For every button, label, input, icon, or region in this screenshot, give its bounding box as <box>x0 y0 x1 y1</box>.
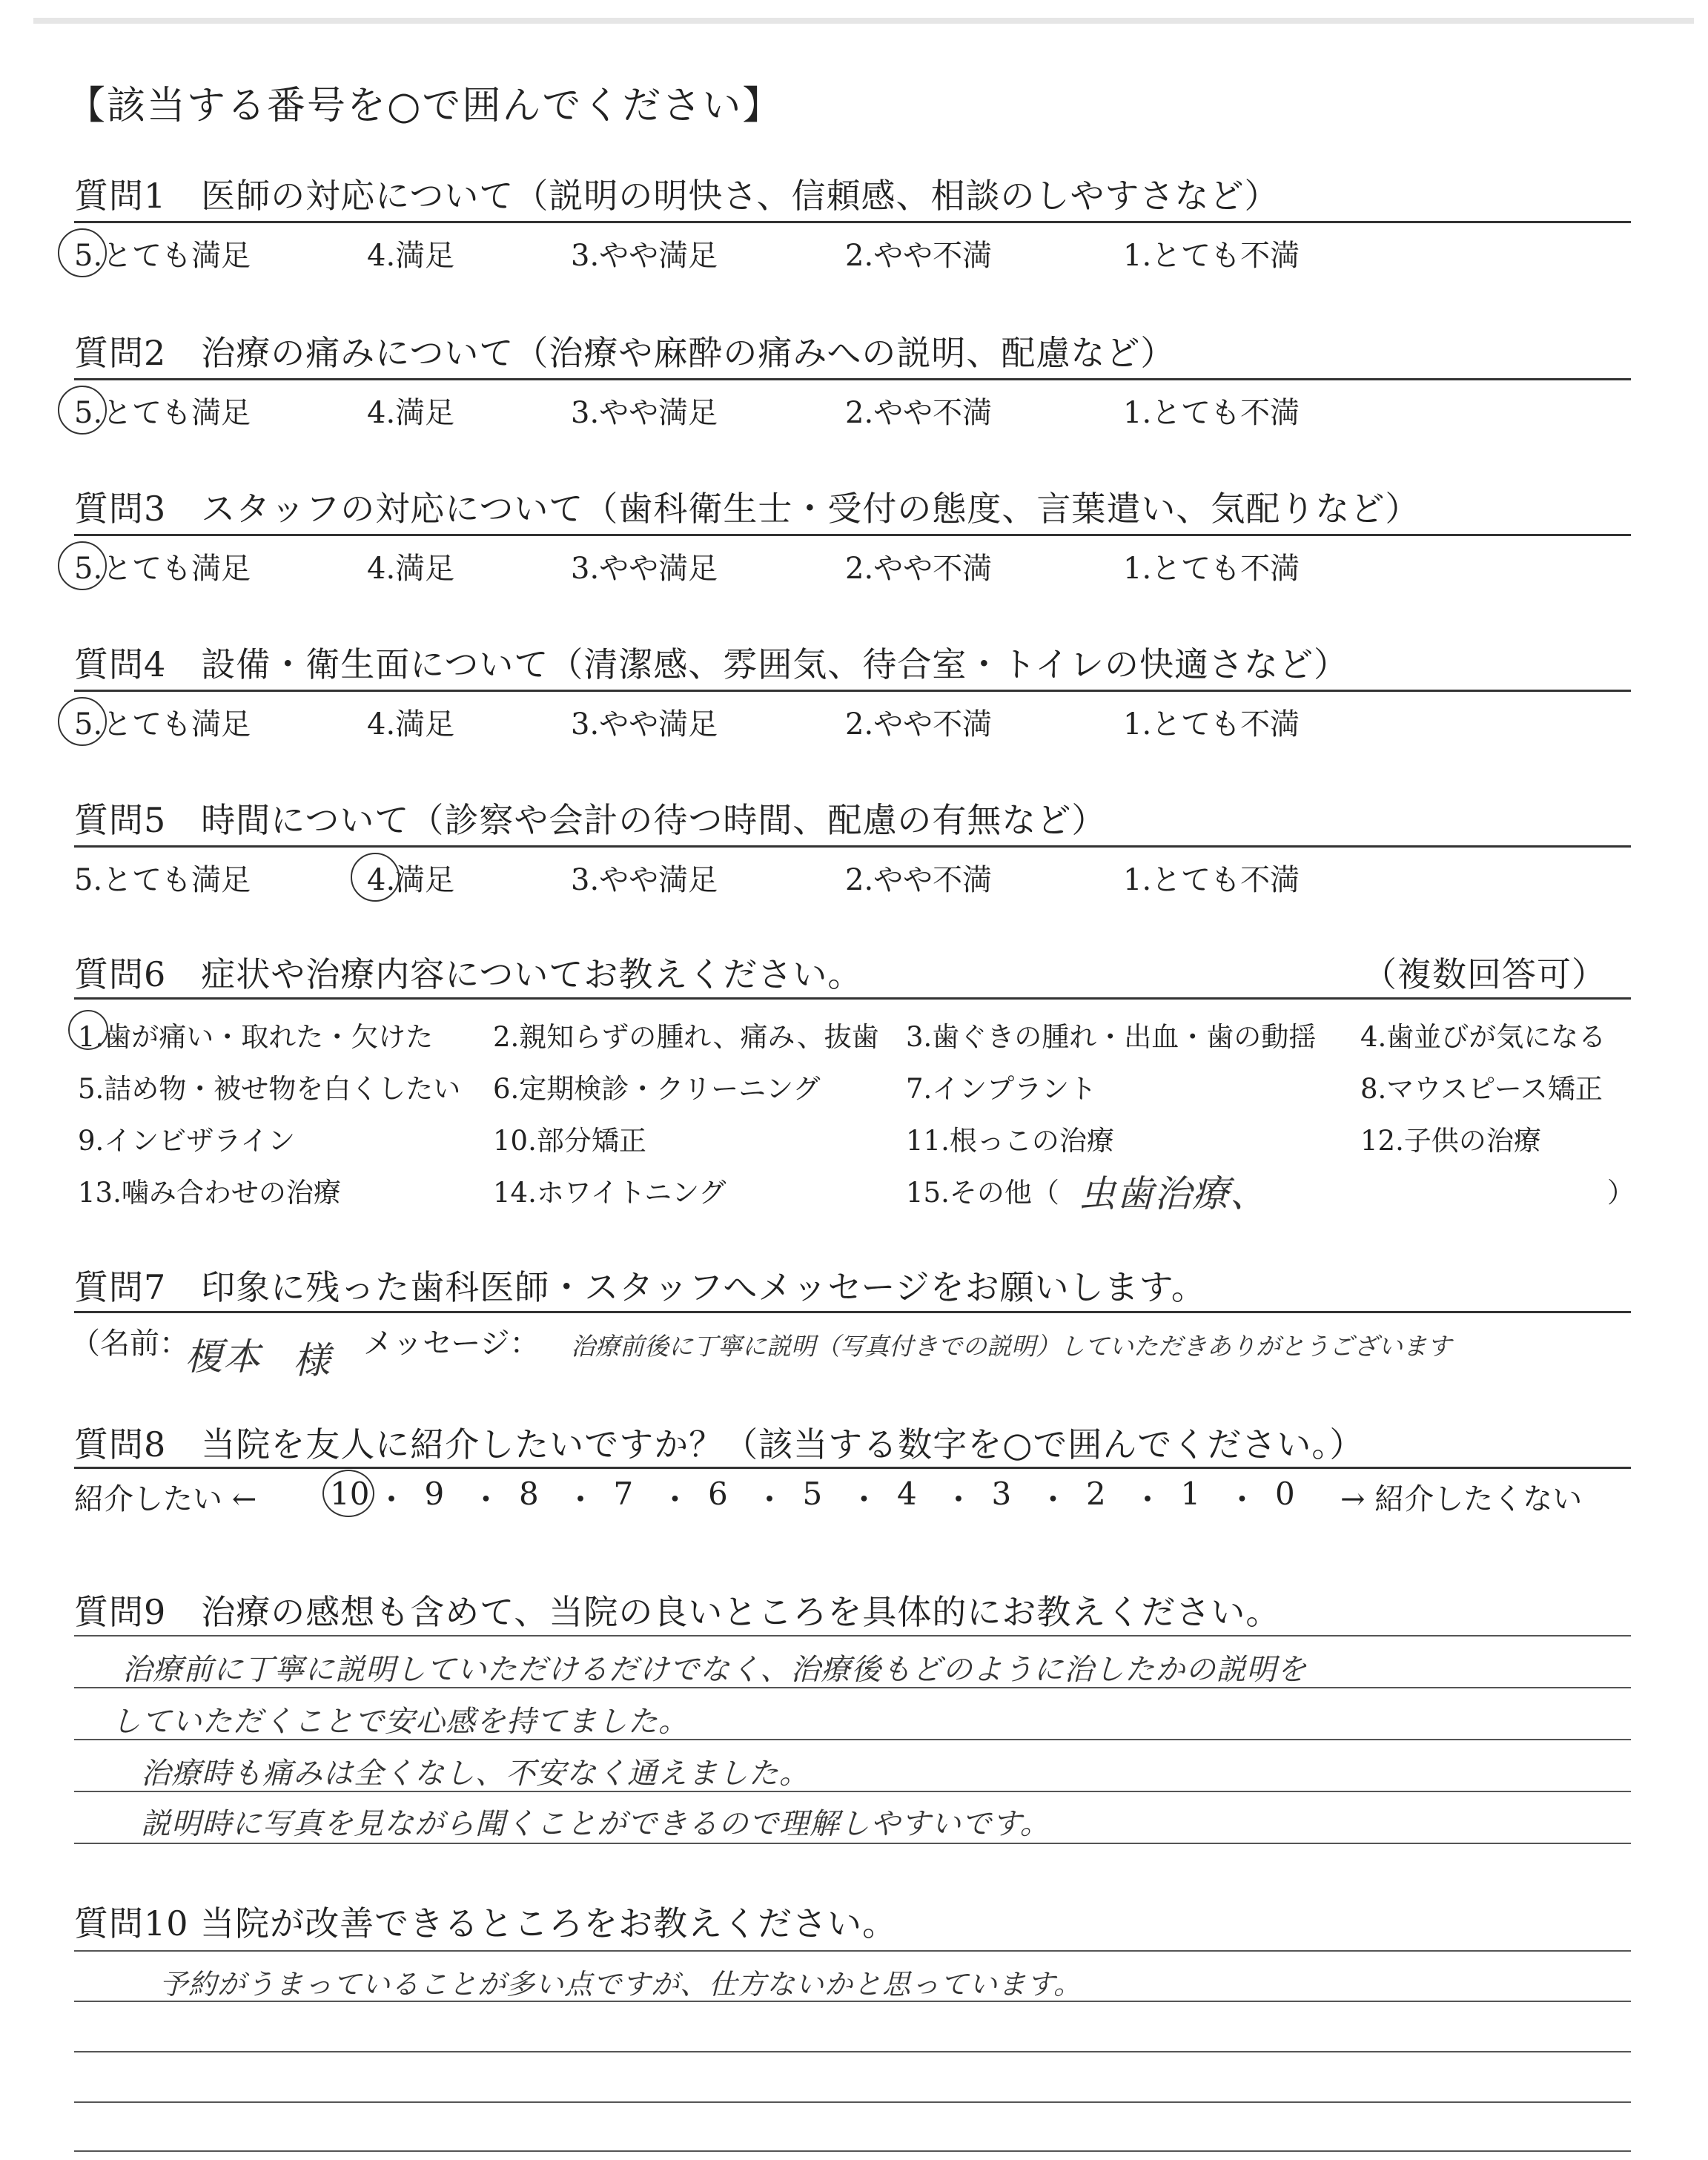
q9-answer-line: していただくことで安心感を持てました。 <box>111 1705 689 1739</box>
q2-option-3: 3.やや満足 <box>571 396 718 430</box>
q5-option-3: 3.やや満足 <box>571 863 718 897</box>
q6-option-15: 15.その他（ <box>906 1177 1059 1209</box>
q8-selected-circle <box>322 1470 374 1517</box>
q5-rule <box>74 845 1631 848</box>
q9-answer-line: 説明時に写真を見ながら聞くことができるので理解しやすいです。 <box>141 1807 1050 1841</box>
q3-option-5: 5.とても満足 <box>74 552 251 586</box>
q7-rule <box>74 1311 1631 1313</box>
q3-option-4: 4.満足 <box>367 552 455 586</box>
q8-title: 質問8 当院を友人に紹介したいですか？（該当する数字を○で囲んでください。） <box>74 1424 1365 1464</box>
q10-rule <box>74 2101 1631 2103</box>
q6-option-2: 2.親知らずの腫れ、痛み、抜歯 <box>493 1021 879 1053</box>
q1-selected-circle <box>58 228 107 277</box>
q2-selected-circle <box>58 386 107 435</box>
q8-separator: ・ <box>470 1482 502 1518</box>
q8-scale-2: 2 <box>1086 1476 1106 1512</box>
q8-separator: ・ <box>943 1482 975 1518</box>
q3-option-2: 2.やや不満 <box>845 552 993 586</box>
q8-scale-3: 3 <box>991 1476 1012 1512</box>
q3-rule <box>74 534 1631 536</box>
q6-title: 質問6 症状や治療内容についてお教えください。 <box>74 954 863 994</box>
q8-scale-6: 6 <box>708 1476 728 1512</box>
q8-separator: ・ <box>848 1482 880 1518</box>
q3-option-1: 1.とても不満 <box>1123 552 1300 586</box>
q7-honorific: 様 <box>293 1339 331 1382</box>
q2-option-4: 4.満足 <box>367 396 455 430</box>
q8-separator: ・ <box>754 1482 786 1518</box>
q8-left-label: 紹介したい ← <box>74 1482 257 1516</box>
q2-option-5: 5.とても満足 <box>74 396 251 430</box>
q2-title: 質問2 治療の痛みについて（治療や麻酔の痛みへの説明、配慮など） <box>74 333 1176 373</box>
q9-answer-line: 治療時も痛みは全くなし、不安なく通えました。 <box>141 1757 810 1791</box>
q7-message-value: 治療前後に丁寧に説明（写真付きでの説明）していただきありがとうございます <box>571 1332 1452 1361</box>
q8-rule <box>74 1467 1631 1469</box>
q6-option-6: 6.定期検診・クリーニング <box>493 1073 821 1105</box>
q2-option-2: 2.やや不満 <box>845 396 993 430</box>
q1-option-1: 1.とても不満 <box>1123 239 1300 273</box>
q8-scale-10: 10 <box>330 1476 370 1512</box>
q8-separator: ・ <box>565 1482 597 1518</box>
q9-answer-line: 治療前に丁寧に説明していただけるだけでなく、治療後もどのように治したかの説明を <box>122 1653 1308 1687</box>
q6-option-12: 12.子供の治療 <box>1360 1125 1541 1157</box>
q6-option-1: 1.歯が痛い・取れた・欠けた <box>78 1021 434 1053</box>
q6-option-11: 11.根っこの治療 <box>906 1125 1114 1157</box>
q6-option-8: 8.マウスピース矯正 <box>1360 1073 1603 1105</box>
q6-rule <box>74 997 1631 1000</box>
q1-option-4: 4.満足 <box>367 239 455 273</box>
instruction-header: 【該当する番号を○で囲んでください】 <box>67 84 783 128</box>
q5-option-5: 5.とても満足 <box>74 863 251 897</box>
q4-rule <box>74 690 1631 692</box>
q10-rule <box>74 2150 1631 2152</box>
q8-scale-5: 5 <box>802 1476 823 1512</box>
q3-selected-circle <box>58 541 107 590</box>
q5-option-4: 4.満足 <box>367 863 455 897</box>
q10-answer-line: 予約がうまっていることが多い点ですが、仕方ないかと思っています。 <box>159 1968 1082 2001</box>
q8-scale-1: 1 <box>1180 1476 1201 1512</box>
q7-message-label: メッセージ： <box>363 1327 540 1361</box>
q7-name-label: （名前： <box>70 1327 189 1361</box>
q8-separator: ・ <box>659 1482 691 1518</box>
q4-option-1: 1.とても不満 <box>1123 707 1300 742</box>
q1-title: 質問1 医師の対応について（説明の明快さ、信頼感、相談のしやすさなど） <box>74 176 1280 216</box>
q8-separator: ・ <box>1037 1482 1069 1518</box>
q7-name-value: 榎本 <box>185 1335 261 1378</box>
q6-other-answer: 虫歯治療、 <box>1079 1172 1268 1215</box>
scan-top-edge <box>33 18 1694 24</box>
q2-rule <box>74 378 1631 380</box>
q4-option-3: 3.やや満足 <box>571 707 718 742</box>
q8-right-label: → 紹介したくない <box>1340 1482 1583 1516</box>
q4-option-2: 2.やや不満 <box>845 707 993 742</box>
q1-option-3: 3.やや満足 <box>571 239 718 273</box>
q6-option-9: 9.インビザライン <box>78 1125 296 1157</box>
q7-title: 質問7 印象に残った歯科医師・スタッフへメッセージをお願いします。 <box>74 1267 1206 1307</box>
q6-other-close: ） <box>1607 1177 1635 1209</box>
q8-separator: ・ <box>1226 1482 1258 1518</box>
q8-scale-4: 4 <box>897 1476 917 1512</box>
q1-option-2: 2.やや不満 <box>845 239 993 273</box>
q3-option-3: 3.やや満足 <box>571 552 718 586</box>
q6-option-13: 13.噛み合わせの治療 <box>78 1177 341 1209</box>
q6-option-5: 5.詰め物・被せ物を白くしたい <box>78 1073 461 1105</box>
q9-rule <box>74 1635 1631 1636</box>
q5-selected-circle <box>351 853 400 902</box>
q10-title: 質問10 当院が改善できるところをお教えください。 <box>74 1903 898 1943</box>
q6-option-4: 4.歯並びが気になる <box>1360 1021 1606 1053</box>
q5-option-1: 1.とても不満 <box>1123 863 1300 897</box>
q8-scale-0: 0 <box>1275 1476 1295 1512</box>
q8-scale-9: 9 <box>424 1476 445 1512</box>
q10-rule <box>74 1950 1631 1952</box>
q9-rule <box>74 1843 1631 1844</box>
q8-separator: ・ <box>376 1482 408 1518</box>
q8-separator: ・ <box>1132 1482 1164 1518</box>
q9-title: 質問9 治療の感想も含めて、当院の良いところを具体的にお教えください。 <box>74 1592 1281 1632</box>
q4-title: 質問4 設備・衛生面について（清潔感、雰囲気、待合室・トイレの快適さなど） <box>74 644 1349 684</box>
q6-option-14: 14.ホワイトニング <box>493 1177 726 1209</box>
q6-selected-circle <box>68 1010 108 1050</box>
q2-option-1: 1.とても不満 <box>1123 396 1300 430</box>
q6-option-10: 10.部分矯正 <box>493 1125 646 1157</box>
q3-title: 質問3 スタッフの対応について（歯科衛生士・受付の態度、言葉遣い、気配りなど） <box>74 489 1420 529</box>
q6-note: （複数回答可） <box>1363 954 1606 994</box>
q4-selected-circle <box>58 697 107 746</box>
q8-scale-8: 8 <box>519 1476 539 1512</box>
q4-option-5: 5.とても満足 <box>74 707 251 742</box>
q1-rule <box>74 221 1631 223</box>
q4-option-4: 4.満足 <box>367 707 455 742</box>
q6-option-3: 3.歯ぐきの腫れ・出血・歯の動揺 <box>906 1021 1317 1053</box>
q5-title: 質問5 時間について（診察や会計の待つ時間、配慮の有無など） <box>74 800 1107 840</box>
q8-scale-7: 7 <box>613 1476 634 1512</box>
q1-option-5: 5.とても満足 <box>74 239 251 273</box>
q10-rule <box>74 2051 1631 2052</box>
q5-option-2: 2.やや不満 <box>845 863 993 897</box>
q6-option-7: 7.インプラント <box>906 1073 1097 1105</box>
